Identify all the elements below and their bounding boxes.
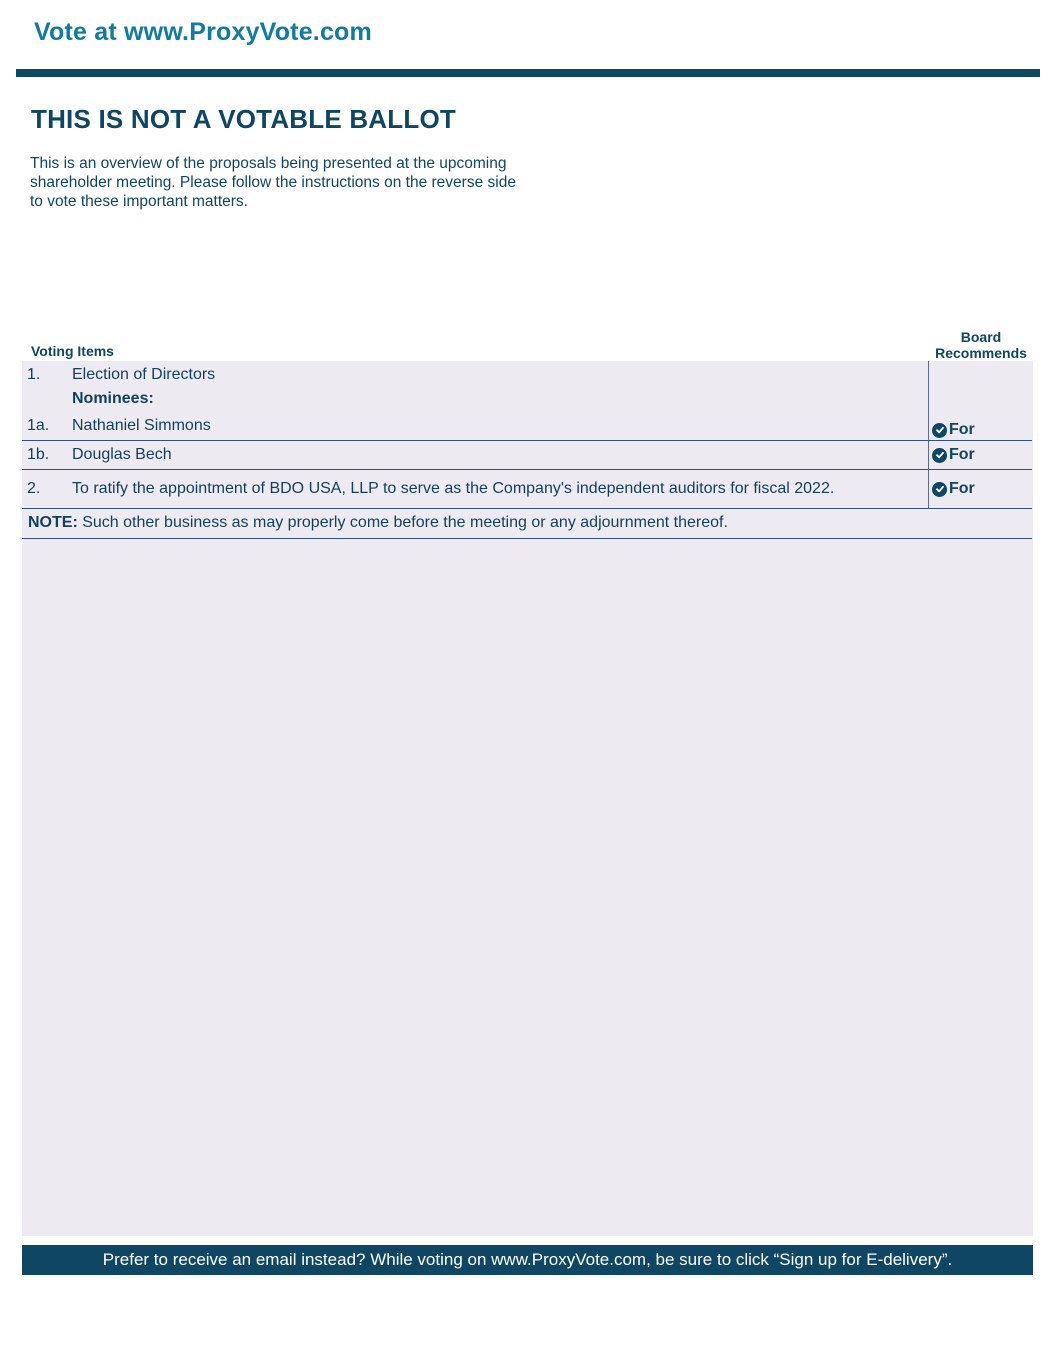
check-circle-icon — [932, 448, 947, 463]
row-divider — [22, 440, 1032, 441]
board-recommends-header — [927, 329, 1035, 361]
row-divider — [22, 508, 1032, 509]
item-number: 1a. — [27, 417, 50, 434]
recommendation-label: For — [949, 446, 975, 463]
board-header-line2: Recommends — [935, 345, 1027, 361]
item-text: Nathaniel Simmons — [72, 417, 211, 434]
item-number: 1. — [27, 366, 41, 383]
recommendation-label: For — [949, 480, 975, 497]
edelivery-banner: Prefer to receive an email instead? While voting on www.ProxyVote.com, be sure to click “Sign up for E-delivery”. — [22, 1245, 1033, 1275]
page-title: THIS IS NOT A VOTABLE BALLOT — [31, 104, 456, 134]
item-number: 1b. — [27, 446, 50, 463]
recommendation-label: For — [949, 421, 975, 438]
check-circle-icon — [932, 423, 947, 438]
note-row — [28, 514, 728, 532]
voting-items-panel — [22, 361, 1033, 1236]
recommendation-2 — [932, 480, 975, 498]
row-divider — [22, 469, 1032, 470]
item-text: Douglas Bech — [72, 446, 172, 463]
check-circle-icon — [932, 482, 947, 497]
item-text: Election of Directors — [72, 366, 216, 383]
item-text: To ratify the appointment of BDO USA, LLP to serve as the Company's independent auditors for fiscal 2022. — [72, 480, 835, 497]
nominees-label: Nominees: — [72, 390, 154, 407]
note-label: NOTE: — [28, 514, 78, 531]
board-header-line1: Board — [960, 329, 1002, 345]
row-divider — [22, 538, 1032, 539]
note-text: Such other business as may properly come before the meeting or any adjournment thereof. — [77, 514, 728, 531]
recommendation-column-divider — [928, 361, 929, 509]
proxyvote-link[interactable]: Vote at www.ProxyVote.com — [34, 18, 372, 46]
recommendation-1b — [932, 446, 975, 464]
recommendation-1a — [932, 421, 975, 439]
item-number: 2. — [27, 480, 41, 497]
voting-items-header: Voting Items — [31, 343, 114, 359]
intro-text: This is an overview of the proposals being presented at the upcoming shareholder meeting. Please follow the instructions on the reverse side to vote these important matters. — [30, 155, 516, 210]
header-divider — [16, 69, 1040, 77]
